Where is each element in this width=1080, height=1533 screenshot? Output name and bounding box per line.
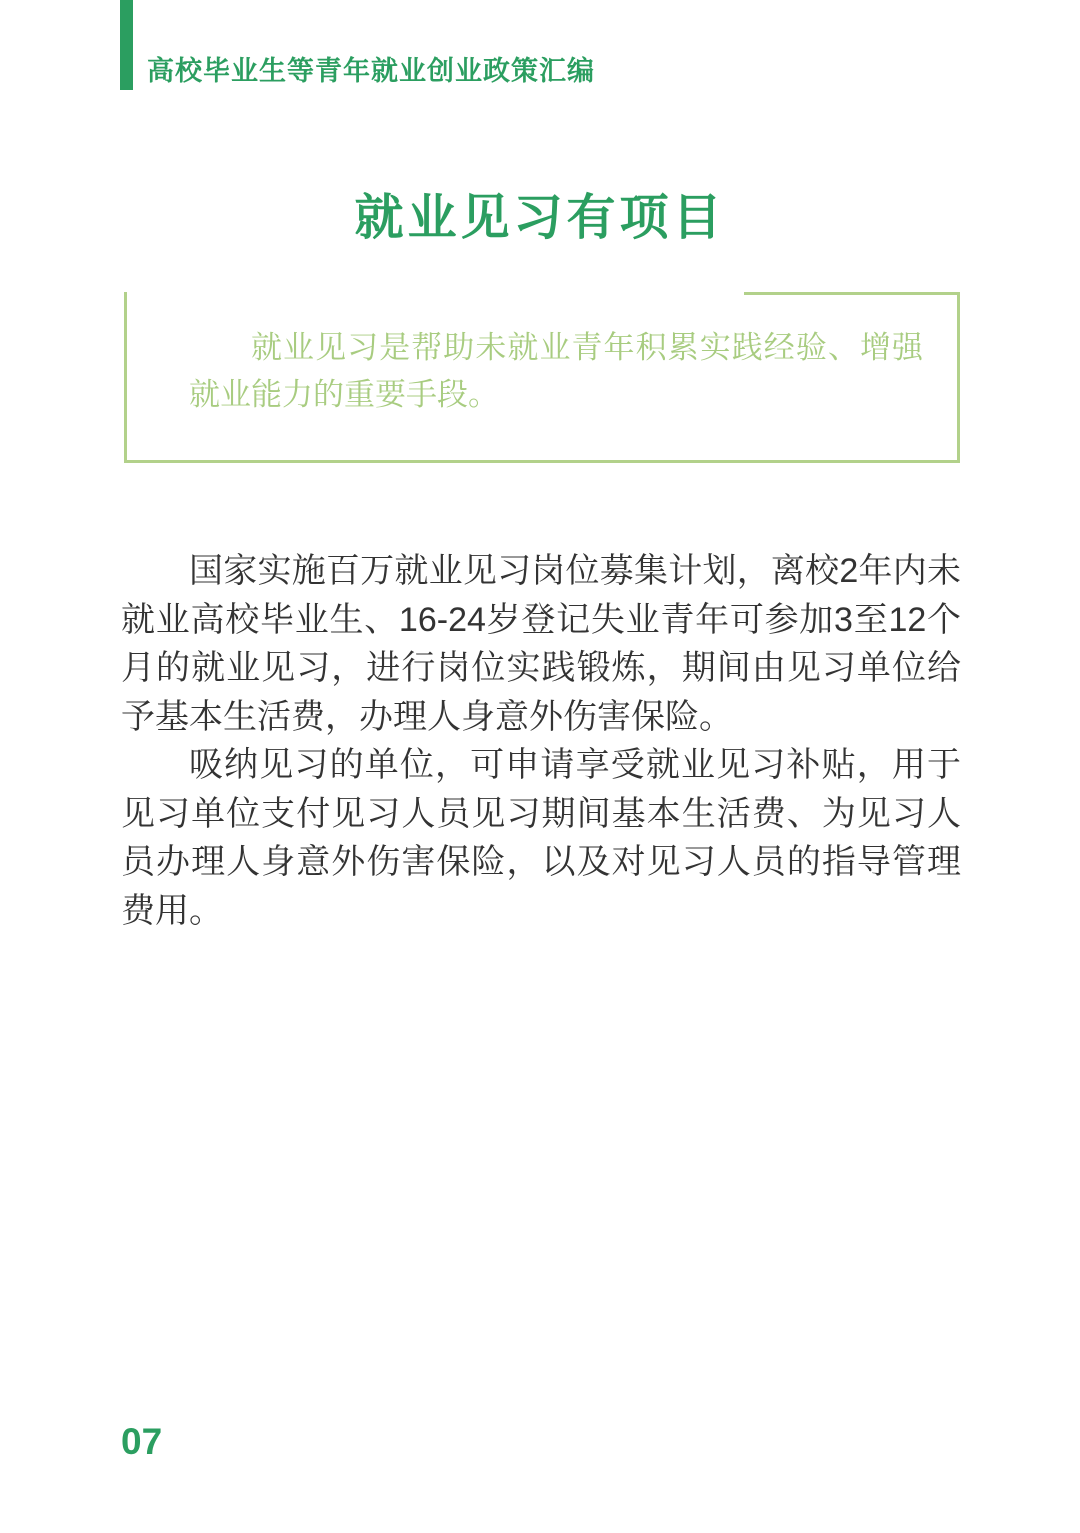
body-paragraph: 国家实施百万就业见习岗位募集计划，离校2年内未就业高校毕业生、16-24岁登记失业青年可参加3至12个月的就业见习，进行岗位实践锻炼，期间由见习单位给予基本生活费，办理人身意外伤害保险。: [121, 552, 961, 736]
callout-top-border-segment: [744, 292, 957, 295]
body-paragraph: 吸纳见习的单位，可申请享受就业见习补贴，用于见习单位支付见习人员见习期间基本生活费、为见习人员办理人身意外伤害保险，以及对见习人员的指导管理费用。: [121, 746, 961, 930]
booklet-title: 高校毕业生等青年就业创业政策汇编: [147, 56, 595, 86]
callout-box: [124, 292, 960, 463]
page-number: 07: [121, 1421, 163, 1462]
body-content: [121, 547, 961, 935]
callout-text: 就业见习是帮助未就业青年积累实践经验、增强就业能力的重要手段。: [189, 330, 923, 412]
page-title: 就业见习有项目: [354, 191, 726, 245]
header-accent-bar: [120, 0, 133, 90]
